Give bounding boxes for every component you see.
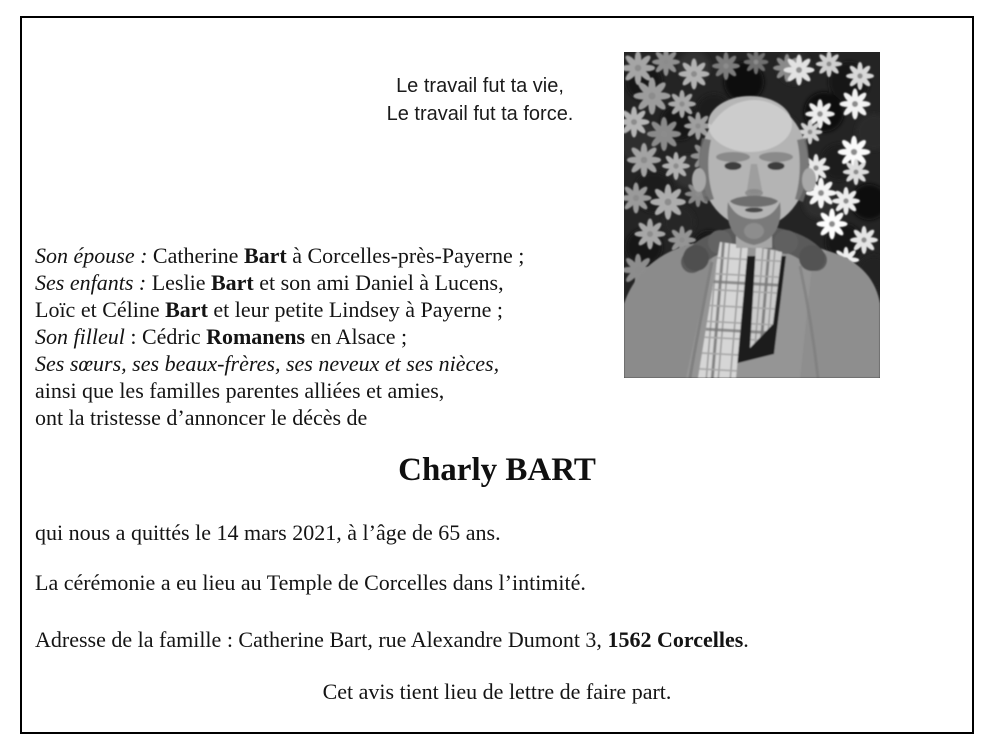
family-line-siblings: Ses sœurs, ses beaux-frères, ses neveux et ses nièces, (35, 351, 500, 376)
epitaph-line-2: Le travail fut ta force. (386, 103, 574, 125)
family-announcement (35, 242, 524, 431)
death-date-line: qui nous a quittés le 14 mars 2021, à l’âge de 65 ans. (35, 520, 501, 545)
ceremony-line: La cérémonie a eu lieu au Temple de Corcelles dans l’intimité. (35, 570, 586, 595)
deceased-name: Charly BART (398, 452, 596, 488)
family-address-line: Adresse de la famille : Catherine Bart, rue Alexandre Dumont 3, 1562 Corcelles. (35, 627, 749, 652)
family-line-spouse: Son épouse : Catherine Bart à Corcelles-près-Payerne ; (35, 243, 525, 268)
closing-line: Cet avis tient lieu de lettre de faire part. (322, 679, 672, 704)
portrait-photo-illustration (624, 52, 880, 378)
family-line-children-2: Loïc et Céline Bart et leur petite Lindsey à Payerne ; (35, 297, 503, 322)
family-line-announce: ont la tristesse d’annoncer le décès de (35, 405, 368, 430)
epitaph-quote (330, 72, 630, 128)
family-line-godson: Son filleul : Cédric Romanens en Alsace ; (35, 324, 408, 349)
family-line-children: Ses enfants : Leslie Bart et son ami Daniel à Lucens, (35, 270, 504, 295)
epitaph-line-1: Le travail fut ta vie, (396, 75, 564, 97)
family-line-relatives: ainsi que les familles parentes alliées et amies, (35, 378, 445, 403)
portrait-photo (624, 52, 880, 378)
